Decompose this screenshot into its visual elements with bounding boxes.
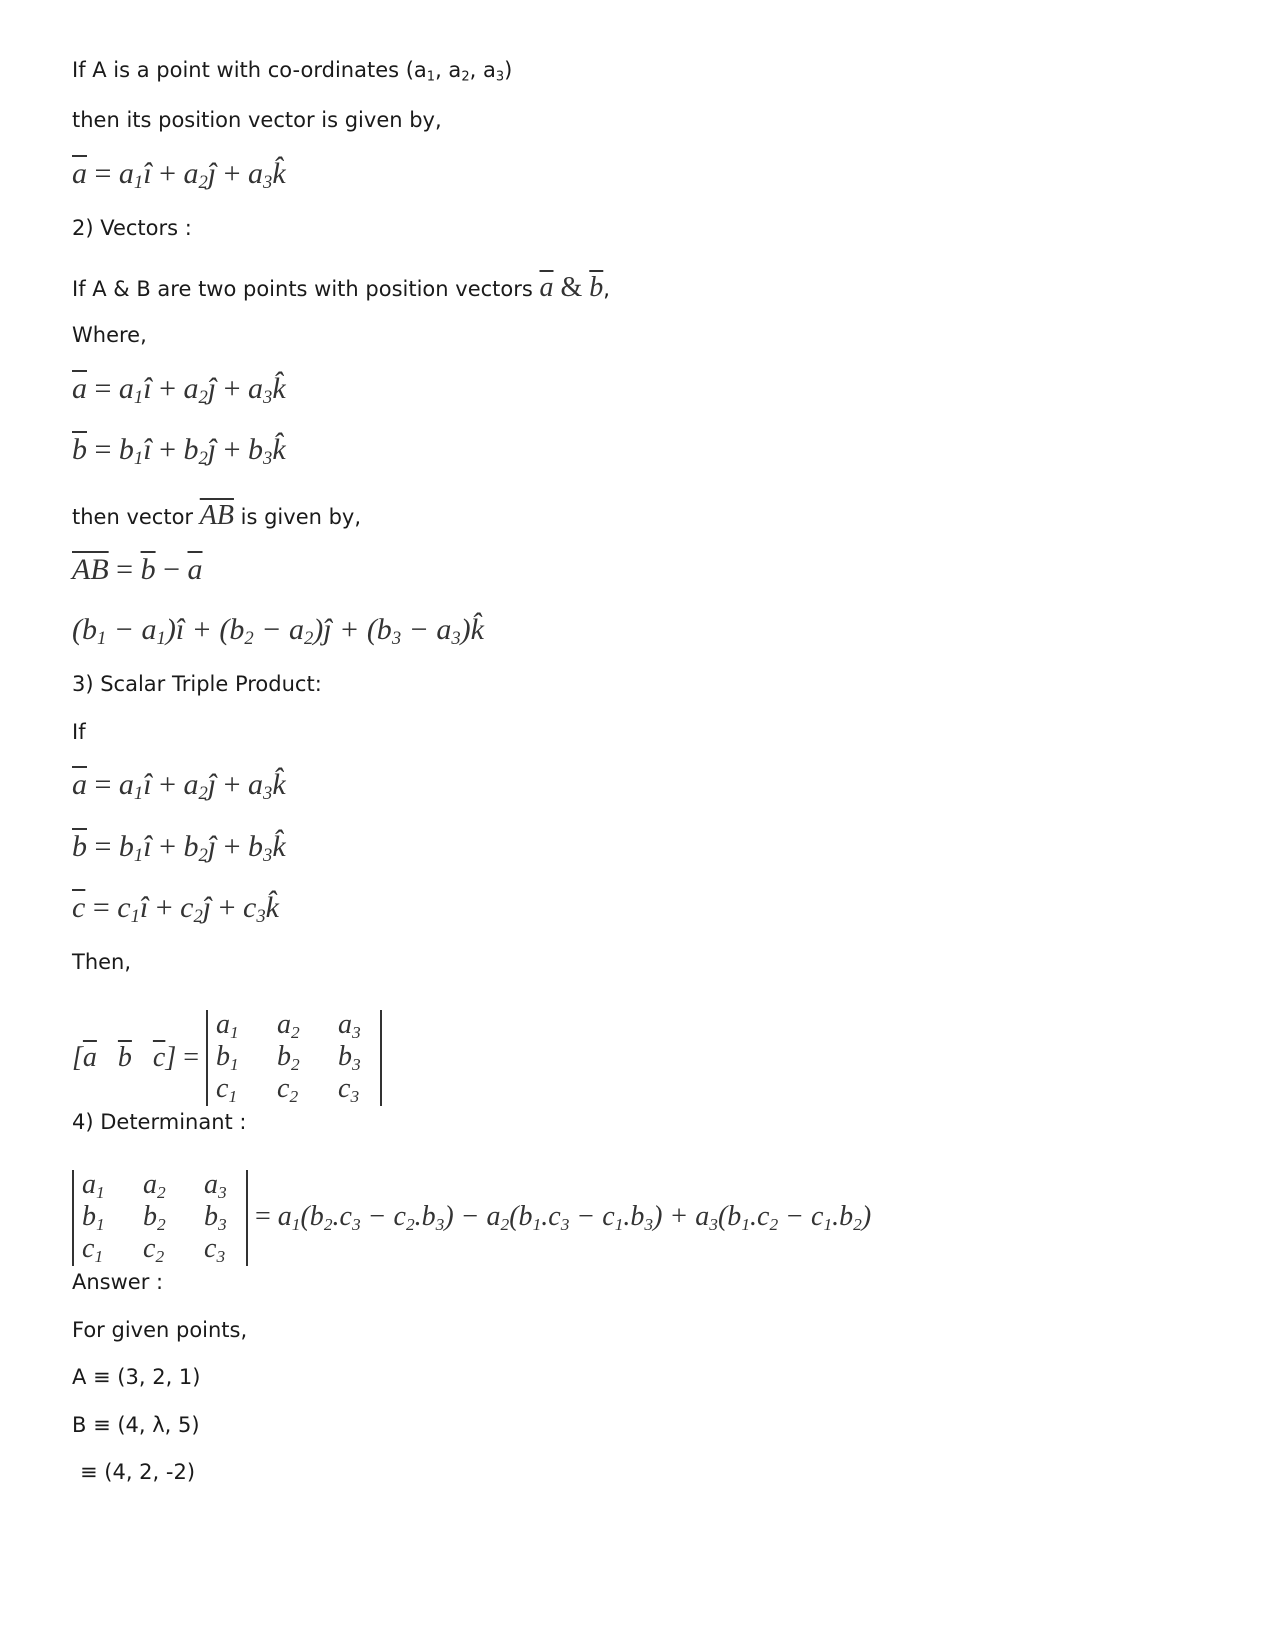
determinant-matrix-2: $a_1$ $a_2$ $a_3$ $b_1$ $b_2$ $b_3$ $c_1$ $c_2$ $c_3$ [72,1170,248,1266]
equation-b-vector: $\overline{b}$ = $b_1î$ + $b_2ĵ$ + $b_3k̂$ [72,433,286,470]
equation-scalar-triple-determinant: [$\overline{a}$ $\overline{b}$ $\overline{c}$] = $a_1$ $a_2$ $a_3$ $b_1$ $b_2$ $b_3$ $c_1$ $c_2$ $c_3$ [72,1010,382,1106]
equation-ab: $\overline{AB} = \overline{b} - \overline{a}$ [72,553,203,586]
point-c: ≡ (4, 2, -2) [80,1460,196,1484]
equation-b-vector-2: $\overline{b}$ = $b_1î$ + $b_2ĵ$ + $b_3k̂$ [72,830,286,867]
paragraph-position-vector: then its position vector is given by, [72,108,442,132]
equation-ab-components: ($b_1$ − $a_1)î + (b_2$ − $a_2)ĵ + (b_3$ − $a_3)k̂$ [72,613,484,650]
point-a: A ≡ (3, 2, 1) [72,1365,201,1389]
equation-c-vector: $\overline{c}$ = $c_1î$ + $c_2ĵ$ + $c_3k̂$ [72,891,279,928]
paragraph-if: If [72,720,86,744]
determinant-matrix: $a_1$ $a_2$ $a_3$ $b_1$ $b_2$ $b_3$ $c_1$ $c_2$ $c_3$ [206,1010,382,1106]
paragraph-answer: Answer : [72,1270,164,1294]
paragraph-given-points: For given points, [72,1318,248,1342]
paragraph-vector-ab: then vector $\overline{AB}$ is given by, [72,500,362,531]
paragraph-two-points: If A & B are two points with position vectors $\overline{a}$ & $\overline{b}$, [72,272,610,303]
paragraph-coordinates: If A is a point with co-ordinates ($a_1$, $a_2$, $a_3$) [72,58,513,85]
heading-determinant: 4) Determinant : [72,1110,247,1134]
paragraph-where: Where, [72,323,147,347]
equation-a-vector-2: $\overline{a}$ = $a_1î$ + $a_2ĵ$ + $a_3k̂$ [72,372,286,409]
heading-scalar-triple-product: 3) Scalar Triple Product: [72,672,322,696]
equation-a-vector: $\overline{a}$ = $a_1î$ + $a_2ĵ$ + $a_3k̂$ [72,157,286,194]
point-b: B ≡ (4, λ, 5) [72,1413,200,1437]
equation-a-vector-3: $\overline{a}$ = $a_1î$ + $a_2ĵ$ + $a_3k̂$ [72,768,286,805]
equation-determinant-expansion: $a_1$ $a_2$ $a_3$ $b_1$ $b_2$ $b_3$ $c_1$ $c_2$ $c_3$ = $a_1(b_2.c_3 - c_2.b_3) - a_2(b_1.c_3 - c_1.b_3) + a_3(b_1.c_2 - c_1.b_2)$ [72,1170,871,1266]
paragraph-then: Then, [72,950,132,974]
heading-vectors: 2) Vectors : [72,216,192,240]
